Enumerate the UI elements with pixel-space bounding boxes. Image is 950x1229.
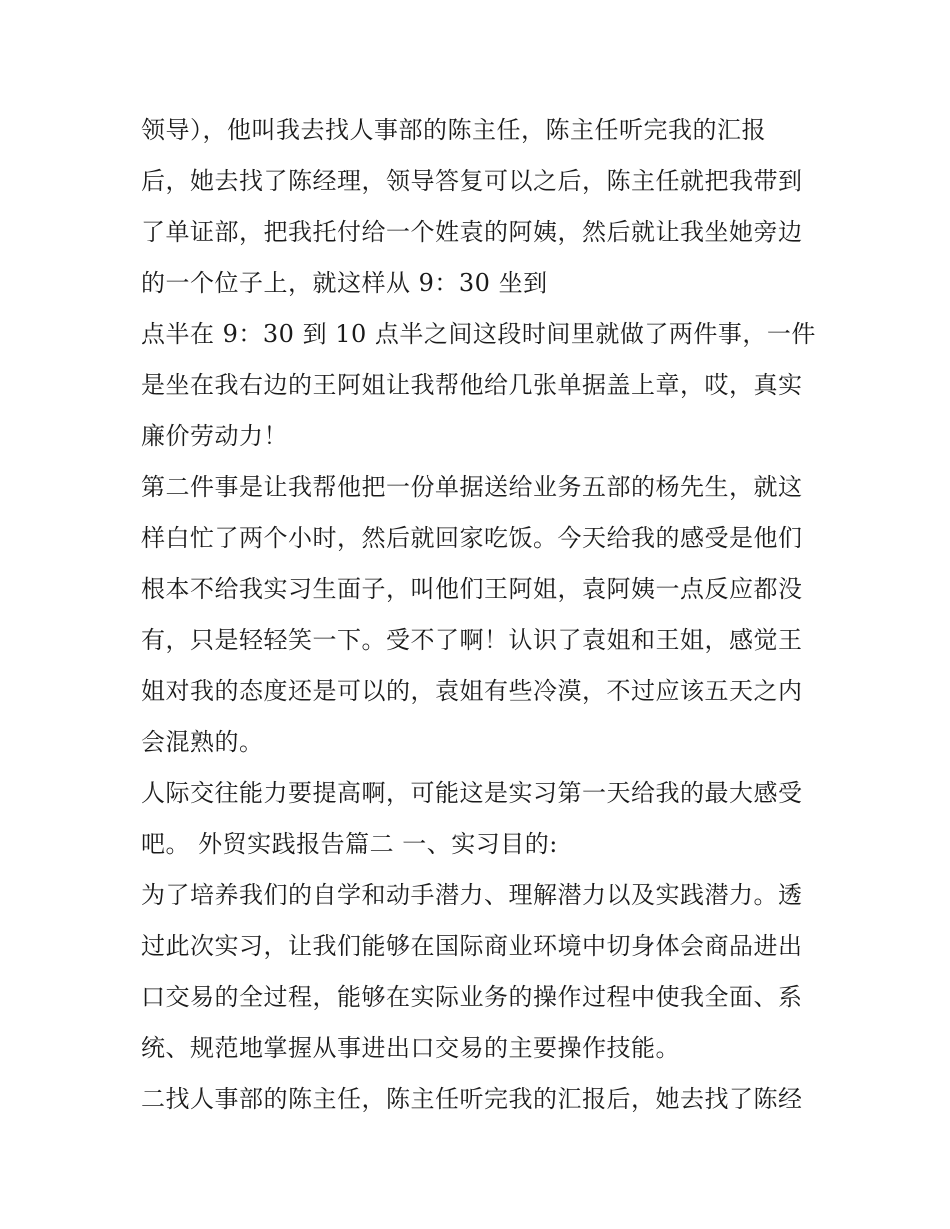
text-line: 样白忙了两个小时，然后就回家吃饭。今天给我的感受是他们 [141,524,803,552]
text-line: 会混熟的。 [141,728,264,756]
text-line: 口交易的全过程，能够在实际业务的操作过程中使我全面、系 [141,983,803,1011]
text-line: 吧。 外贸实践报告篇二 一、实习目的: [141,830,558,858]
text-line: 根本不给我实习生面子，叫他们王阿姐，袁阿姨一点反应都没 [141,575,803,603]
text-line: 二找人事部的陈主任，陈主任听完我的汇报后，她去找了陈经 [141,1085,803,1113]
text-line: 领导），他叫我去找人事部的陈主任，陈主任听完我的汇报 [141,116,766,144]
text-line: 的一个位子上，就这样从 9：30 坐到 [141,269,548,297]
text-line: 姐对我的态度还是可以的，袁姐有些冷漠，不过应该五天之内 [141,677,803,705]
text-line: 为了培养我们的自学和动手潜力、理解潜力以及实践潜力。透 [141,881,803,909]
text-line: 廉价劳动力！ [141,422,288,450]
text-line: 了单证部，把我托付给一个姓袁的阿姨，然后就让我坐她旁边 [141,218,803,246]
text-line: 人际交往能力要提高啊，可能这是实习第一天给我的最大感受 [141,779,803,807]
text-line: 统、规范地掌握从事进出口交易的主要操作技能。 [141,1034,680,1062]
text-line: 过此次实习，让我们能够在国际商业环境中切身体会商品进出 [141,932,803,960]
text-line: 点半在 9：30 到 10 点半之间这段时间里就做了两件事，一件 [141,320,816,348]
text-line: 后，她去找了陈经理，领导答复可以之后，陈主任就把我带到 [141,167,803,195]
text-line: 是坐在我右边的王阿姐让我帮他给几张单据盖上章，哎，真实 [141,371,803,399]
text-line: 第二件事是让我帮他把一份单据送给业务五部的杨先生，就这 [141,473,803,501]
text-line: 有，只是轻轻笑一下。受不了啊！认识了袁姐和王姐，感觉王 [141,626,803,654]
